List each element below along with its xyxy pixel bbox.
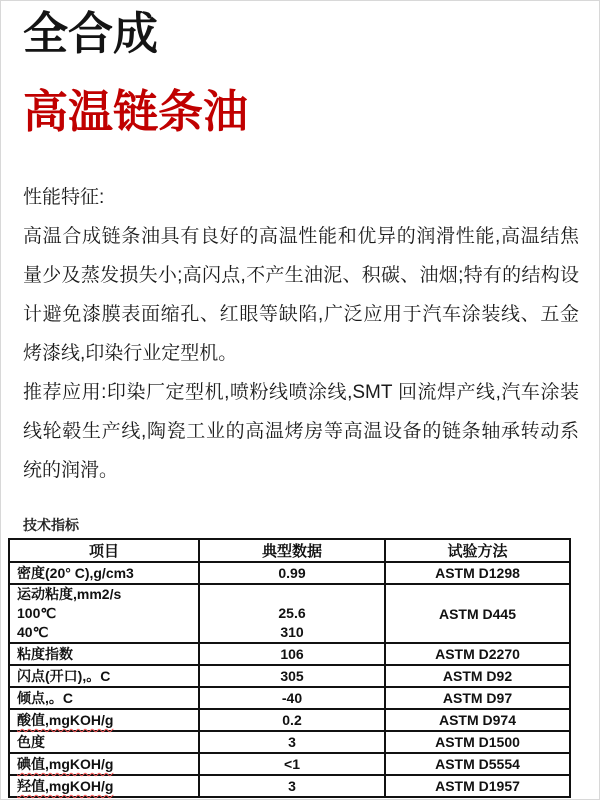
spec-value-cell: 106	[199, 643, 385, 665]
spec-item-cell	[9, 753, 199, 775]
cell-line: 25.6	[278, 605, 306, 621]
spec-method-cell: ASTM D5554	[385, 753, 570, 775]
spec-row	[9, 687, 570, 709]
spec-value-cell	[199, 584, 385, 643]
spec-item-cell: 闪点(开口),。C	[9, 665, 199, 687]
spec-method-cell: ASTM D2270	[385, 643, 570, 665]
spec-value-cell: 3	[199, 731, 385, 753]
technical-specs-heading: 技术指标	[23, 517, 79, 533]
spec-row	[9, 731, 570, 753]
spec-value-cell: 305	[199, 665, 385, 687]
cell-line: 40℃	[17, 624, 49, 640]
spec-row	[9, 643, 570, 665]
product-name-title: 高温链条油	[23, 86, 249, 137]
product-series-title: 全合成	[23, 8, 159, 59]
spellchecked-text: 碘值,mgKOH/g	[17, 756, 114, 772]
spec-method-cell: ASTM D445	[385, 584, 570, 643]
spec-value-cell: <1	[199, 753, 385, 775]
cell-line: 100℃	[17, 605, 57, 621]
spec-value-cell: 0.99	[199, 562, 385, 584]
spec-item-cell: 粘度指数	[9, 643, 199, 665]
column-header-item: 项目	[9, 539, 199, 562]
spec-row	[9, 753, 570, 775]
spec-method-cell: ASTM D1957	[385, 775, 570, 797]
cell-line: 310	[280, 624, 304, 640]
spec-item-cell	[9, 709, 199, 731]
spec-row	[9, 665, 570, 687]
recommended-applications-paragraph: 推荐应用:印染厂定型机,喷粉线喷涂线,SMT 回流焊产线,汽车涂装线轮毂生产线,陶瓷工业的高温烤房等高温设备的链条轴承转动系统的润滑。	[23, 382, 579, 481]
spec-method-cell: ASTM D1298	[385, 562, 570, 584]
spec-value-cell: 0.2	[199, 709, 385, 731]
spellchecked-text: 酸值,mgKOH/g	[17, 712, 114, 728]
column-header-typical-data: 典型数据	[199, 539, 385, 562]
technical-specs-table	[8, 538, 571, 798]
spec-row	[9, 562, 570, 584]
column-header-test-method: 试验方法	[385, 539, 570, 562]
spec-value-cell: 3	[199, 775, 385, 797]
spec-method-cell: ASTM D97	[385, 687, 570, 709]
spec-item-cell: 色度	[9, 731, 199, 753]
spec-row	[9, 584, 570, 643]
spec-item-cell	[9, 584, 199, 643]
spec-value-cell: -40	[199, 687, 385, 709]
specs-header-row	[9, 539, 570, 562]
cell-line: 运动粘度,mm2/s	[17, 586, 122, 602]
performance-features-heading: 性能特征:	[23, 187, 105, 208]
performance-description-paragraph: 高温合成链条油具有良好的高温性能和优异的润滑性能,高温结焦量少及蒸发损失小;高闪点,不产生油泥、积碳、油烟;特有的结构设计避免漆膜表面缩孔、红眼等缺陷,广泛应用于汽车涂装线、五金烤漆线,印染行业定型机。	[23, 226, 579, 364]
page-content	[1, 1, 599, 798]
spec-row	[9, 709, 570, 731]
spellchecked-text: 羟值,mgKOH/g	[17, 778, 114, 794]
spec-row	[9, 775, 570, 797]
spec-method-cell: ASTM D92	[385, 665, 570, 687]
spec-item-cell	[9, 775, 199, 797]
spec-method-cell: ASTM D974	[385, 709, 570, 731]
spec-method-cell: ASTM D1500	[385, 731, 570, 753]
specs-table-body	[9, 562, 570, 797]
spec-item-cell: 密度(20° C),g/cm3	[9, 562, 199, 584]
spec-item-cell: 倾点,。C	[9, 687, 199, 709]
